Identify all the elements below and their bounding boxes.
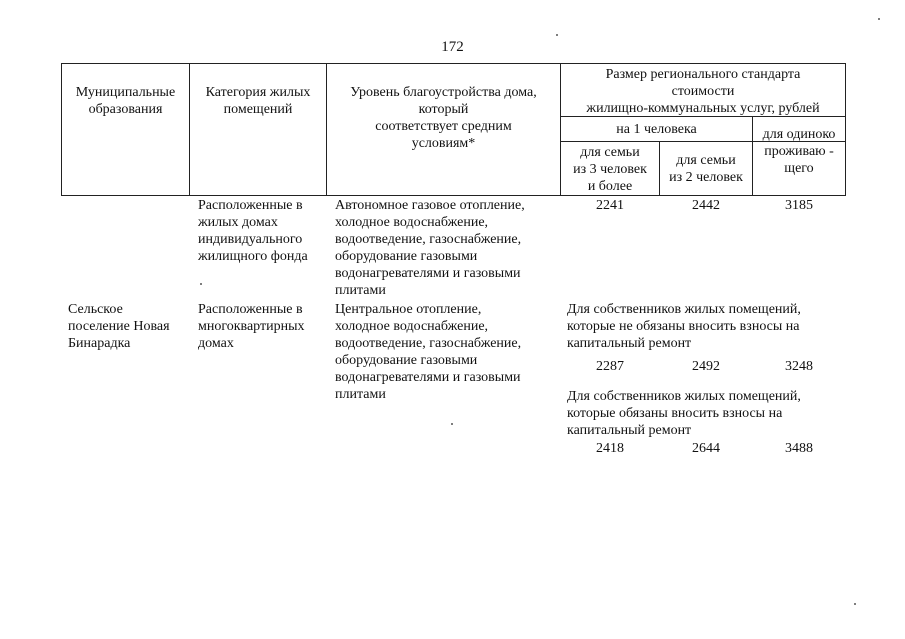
row2-value1-family2: 2492 (692, 359, 720, 374)
row2-note-with-contributions: Для собственников жилых помещений, которые обязаны вносить взносы на капитальный ремонт (567, 389, 801, 438)
header-single: для одиноко проживаю - щего (762, 127, 836, 176)
row1-value-family2: 2442 (692, 198, 720, 213)
row2-category: Расположенные в многоквартирных домах (198, 302, 305, 351)
header-standard-size: Размер регионального стандарта стоимости жилищно-коммунальных услуг, рублей (586, 67, 820, 116)
row2-value2-family2: 2644 (692, 441, 720, 456)
header-per-person: на 1 человека (616, 122, 697, 137)
row1-value-single: 3185 (785, 198, 813, 213)
scan-speck (200, 283, 202, 285)
header-family-3: для семьи из 3 человек и более (573, 145, 647, 194)
row2-value1-family3: 2287 (596, 359, 624, 374)
scan-speck (854, 603, 856, 605)
header-category: Категория жилых помещений (205, 85, 311, 117)
row1-level: Автономное газовое отопление, холодное водоснабжение, водоотведение, газоснабжение, оборудование газовыми водонагревателями и газовыми плитами (335, 198, 525, 298)
scan-speck (878, 18, 880, 20)
row1-category: Расположенные в жилых домах индивидуального жилищного фонда (198, 198, 308, 264)
header-level: Уровень благоустройства дома, который соответствует средним условиям* (350, 85, 537, 151)
header-family-2: для семьи из 2 человек (669, 153, 743, 185)
row2-level: Центральное отопление, холодное водоснабжение, водоотведение, газоснабжение, оборудование газовыми водонагревателями и газовыми плитами (335, 302, 522, 402)
row1-value-family3: 2241 (596, 198, 624, 213)
row2-value2-family3: 2418 (596, 441, 624, 456)
page-number: 172 (441, 39, 464, 55)
row2-note-no-contributions: Для собственников жилых помещений, которые не обязаны вносить взносы на капитальный ремонт (567, 302, 801, 351)
row2-value2-single: 3488 (785, 441, 813, 456)
row2-municipality: Сельское поселение Новая Бинарадка (68, 302, 170, 351)
scan-speck (451, 423, 453, 425)
header-municipalities: Муниципальные образования (75, 85, 176, 117)
scan-speck (556, 34, 558, 36)
row2-value1-single: 3248 (785, 359, 813, 374)
